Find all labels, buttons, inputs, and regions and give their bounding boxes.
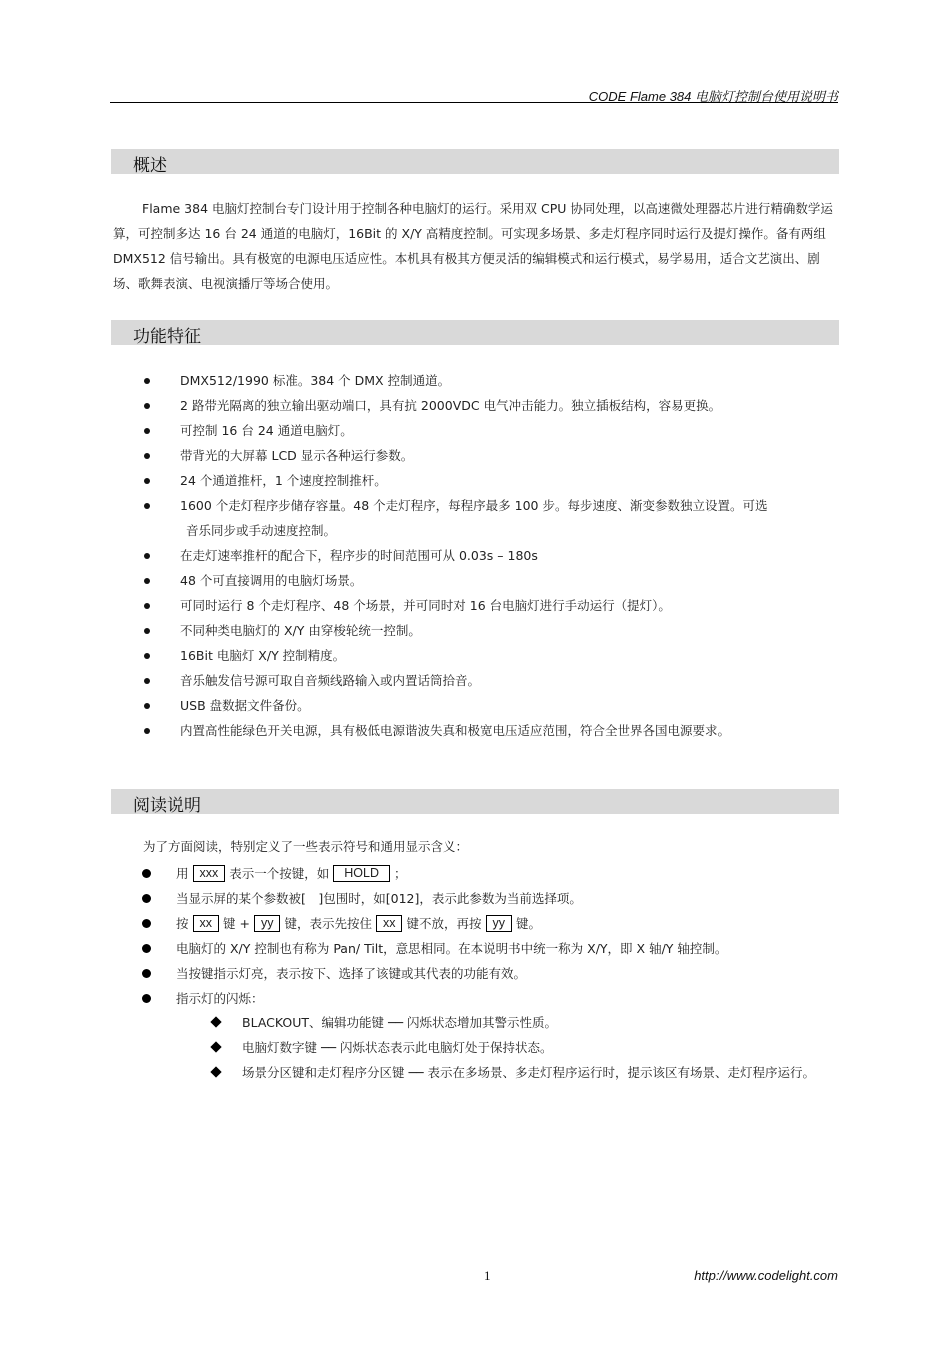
bullet-icon (144, 728, 150, 734)
list-item: 2 路带光隔离的独立输出驱动端口，具有抗 2000VDC 电气冲击能力。独立插板结构，容易更换。 (140, 393, 840, 418)
list-item: 1600 个走灯程序步储存容量。48 个走灯程序，每程序最多 100 步。每步速度、渐变参数独立设置。可选 音乐同步或手动速度控制。 (140, 493, 840, 543)
reading-intro: 为了方面阅读，特别定义了一些表示符号和通用显示含义： (143, 839, 469, 854)
list-item: 在走灯速率推杆的配合下，程序步的时间范围可从 0.03s – 180s (140, 543, 840, 568)
list-item: 当显示屏的某个参数被[ ]包围时，如[012]，表示此参数为当前选择项。 (140, 886, 840, 911)
diamond-bullet-icon (210, 1066, 221, 1077)
key-symbol: yy (486, 915, 513, 932)
list-item: 可控制 16 台 24 通道电脑灯。 (140, 418, 840, 443)
page-number: 1 (484, 1268, 491, 1283)
section-overview-bar (111, 149, 839, 174)
bullet-icon (144, 428, 150, 434)
list-item: BLACKOUT、编辑功能键 ── 闪烁状态增加其警示性质。 (210, 1010, 840, 1035)
list-item: DMX512/1990 标准。384 个 DMX 控制通道。 (140, 368, 840, 393)
bullet-icon (144, 653, 150, 659)
key-symbol: HOLD (333, 865, 390, 882)
list-item: 内置高性能绿色开关电源，具有极低电源谐波失真和极宽电压适应范围，符合全世界各国电源要求。 (140, 718, 840, 743)
list-item: 16Bit 电脑灯 X/Y 控制精度。 (140, 643, 840, 668)
key-symbol: yy (254, 915, 281, 932)
header-title: CODE Flame 384 电脑灯控制台使用说明书 (588, 89, 838, 104)
bullet-icon (144, 678, 150, 684)
reading-list (140, 861, 840, 1011)
diamond-bullet-icon (210, 1016, 221, 1027)
list-item-continuation: 音乐同步或手动速度控制。 (186, 523, 337, 538)
list-item: 带背光的大屏幕 LCD 显示各种运行参数。 (140, 443, 840, 468)
list-item: USB 盘数据文件备份。 (140, 693, 840, 718)
bullet-icon (142, 994, 151, 1003)
list-item: 电脑灯的 X/Y 控制也有称为 Pan/ Tilt，意思相同。在本说明书中统一称为 X/Y，即 X 轴/Y 轴控制。 (140, 936, 840, 961)
list-item: 用 xxx 表示一个按键，如 HOLD ； (140, 861, 840, 886)
bullet-icon (144, 628, 150, 634)
bullet-icon (144, 403, 150, 409)
bullet-icon (144, 603, 150, 609)
bullet-icon (144, 478, 150, 484)
bullet-icon (142, 919, 151, 928)
overview-paragraph (113, 196, 838, 296)
overview-text: Flame 384 电脑灯控制台专门设计用于控制各种电脑灯的运行。采用双 CPU 协同处理，以高速微处理器芯片进行精确数学运算，可控制多达 16 台 24 通道的电脑灯，16Bit 的 X/Y 高精度控制。可实现多场景、多走灯程序同时运行及提灯操作。备有两组 DMX512 信号输出。具有极宽的电源电压适应性。本机具有极其方便灵活的编辑模式和运行模式，易学易用，适合文艺演出、剧场、歌舞表演、电视演播厅等场合使用。 (113, 201, 833, 291)
section-features-bar (111, 320, 839, 345)
section-features-title: 功能特征 (133, 327, 201, 347)
bullet-icon (144, 378, 150, 384)
bullet-icon (142, 944, 151, 953)
list-item: 音乐触发信号源可取自音频线路输入或内置话筒拾音。 (140, 668, 840, 693)
key-symbol: xx (193, 915, 220, 932)
header-rule (110, 102, 838, 103)
bullet-icon (144, 553, 150, 559)
list-item: 不同种类电脑灯的 X/Y 由穿梭轮统一控制。 (140, 618, 840, 643)
list-item: 48 个可直接调用的电脑灯场景。 (140, 568, 840, 593)
diamond-bullet-icon (210, 1041, 221, 1052)
list-item: 按 xx 键 + yy 键，表示先按住 xx 键不放，再按 yy 键。 (140, 911, 840, 936)
key-symbol: xx (376, 915, 403, 932)
list-item: 场景分区键和走灯程序分区键 ── 表示在多场景、多走灯程序运行时，提示该区有场景、走灯程序运行。 (210, 1060, 840, 1085)
bullet-icon (142, 969, 151, 978)
bullet-icon (142, 894, 151, 903)
list-item: 可同时运行 8 个走灯程序、48 个场景，并可同时对 16 台电脑灯进行手动运行（提灯）。 (140, 593, 840, 618)
list-item: 电脑灯数字键 ── 闪烁状态表示此电脑灯处于保持状态。 (210, 1035, 840, 1060)
bullet-icon (144, 453, 150, 459)
blink-sublist (210, 1010, 840, 1085)
section-overview-title: 概述 (133, 156, 167, 176)
bullet-icon (144, 578, 150, 584)
features-list (140, 368, 840, 743)
bullet-icon (144, 503, 150, 509)
bullet-icon (142, 869, 151, 878)
list-item: 指示灯的闪烁： (140, 986, 840, 1011)
bullet-icon (144, 703, 150, 709)
section-reading-title: 阅读说明 (133, 796, 201, 816)
section-reading-bar (111, 789, 839, 814)
footer-url: http://www.codelight.com (694, 1268, 838, 1283)
list-item: 当按键指示灯亮，表示按下、选择了该键或其代表的功能有效。 (140, 961, 840, 986)
list-item: 24 个通道推杆，1 个速度控制推杆。 (140, 468, 840, 493)
key-symbol: xxx (193, 865, 226, 882)
